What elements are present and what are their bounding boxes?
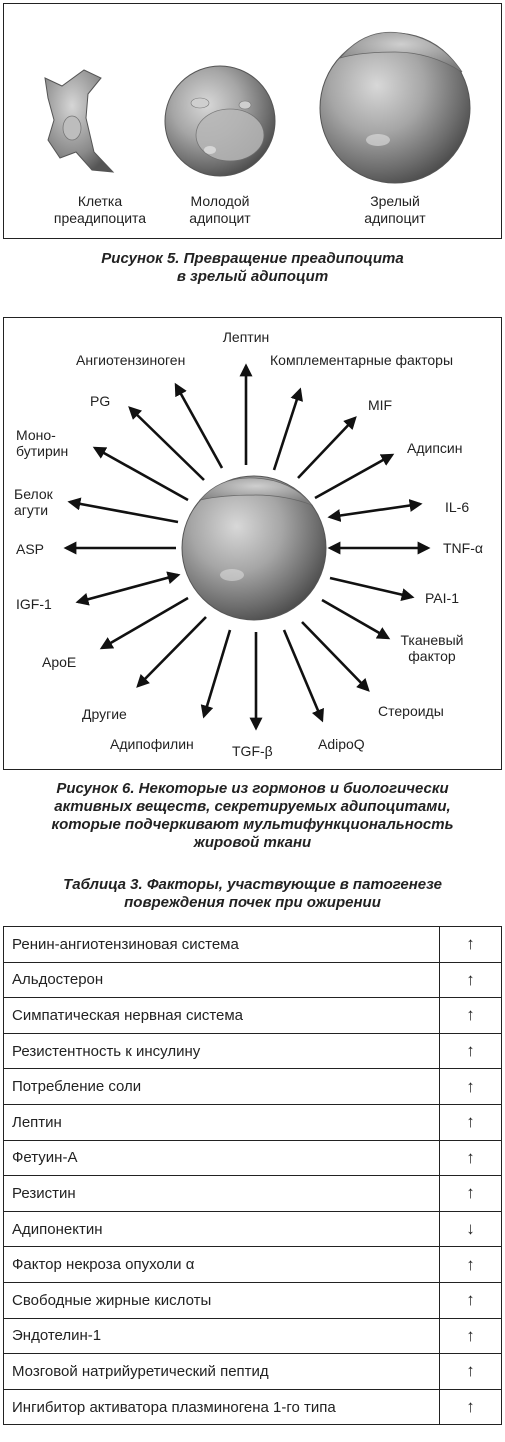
arrow-others xyxy=(138,617,206,686)
mature-adipocyte-label: Зрелый адипоцит xyxy=(364,193,426,226)
table-row xyxy=(4,962,502,998)
factor-cell: Симпатическая нервная система xyxy=(4,998,440,1034)
arrow-igf1 xyxy=(78,575,178,602)
factor-cell: Лептин xyxy=(4,1104,440,1140)
increase-arrow-icon: ↑ xyxy=(440,1104,502,1140)
arrow-il6 xyxy=(330,504,420,517)
label-apoe: ApoE xyxy=(42,654,77,670)
table-row xyxy=(4,1211,502,1247)
increase-arrow-icon: ↑ xyxy=(440,1069,502,1105)
increase-arrow-icon: ↑ xyxy=(440,1033,502,1069)
decrease-arrow-icon: ↓ xyxy=(440,1211,502,1247)
table-3-body xyxy=(4,927,502,1425)
figure-5-caption: Рисунок 5. Превращение преадипоцита в зрелый адипоцит xyxy=(101,250,404,285)
increase-arrow-icon: ↑ xyxy=(440,1140,502,1176)
increase-arrow-icon: ↑ xyxy=(440,1389,502,1425)
label-pg: PG xyxy=(90,393,111,409)
factor-cell: Свободные жирные кислоты xyxy=(4,1282,440,1318)
arrow-steroids xyxy=(302,622,368,690)
table-row xyxy=(4,998,502,1034)
factor-cell: Ренин-ангиотензиновая система xyxy=(4,927,440,963)
table-3 xyxy=(3,926,502,1425)
table-row xyxy=(4,1069,502,1105)
increase-arrow-icon: ↑ xyxy=(440,998,502,1034)
arrow-mif xyxy=(298,418,355,478)
table-row xyxy=(4,1318,502,1354)
label-pai1: PAI-1 xyxy=(425,590,459,606)
table-row xyxy=(4,1176,502,1212)
preadipocyte-label: Клетка преадипоцита xyxy=(53,193,147,226)
arrow-agouti xyxy=(70,502,178,522)
label-il6: IL-6 xyxy=(445,499,470,515)
table-row xyxy=(4,1354,502,1390)
factor-cell: Альдостерон xyxy=(4,962,440,998)
increase-arrow-icon: ↑ xyxy=(440,962,502,998)
arrow-adipoq xyxy=(284,630,322,720)
label-adipoq: AdipoQ xyxy=(318,736,365,752)
arrow-adipophilin xyxy=(204,630,230,716)
factor-cell: Ингибитор активатора плазминогена 1-го типа xyxy=(4,1389,440,1425)
label-tissue-factor: Тканевый фактор xyxy=(400,632,464,664)
label-igf1: IGF-1 xyxy=(16,596,52,612)
arrow-monobutyrin xyxy=(95,448,188,500)
table-row xyxy=(4,1140,502,1176)
label-complement-factors: Комплементарные факторы xyxy=(270,352,454,368)
factor-cell: Фактор некроза опухоли α xyxy=(4,1247,440,1283)
young-adipocyte-label: Молодой адипоцит xyxy=(189,193,251,226)
table-row xyxy=(4,1282,502,1318)
label-adipophilin: Адипофилин xyxy=(110,736,194,752)
increase-arrow-icon: ↑ xyxy=(440,1247,502,1283)
increase-arrow-icon: ↑ xyxy=(440,1354,502,1390)
factor-cell: Мозговой натрийуретический пептид xyxy=(4,1354,440,1390)
label-leptin: Лептин xyxy=(222,329,270,345)
label-monobutyrin: Моно- бутирин xyxy=(16,427,69,459)
arrow-complement xyxy=(274,390,300,470)
label-tnf-alpha: TNF-α xyxy=(443,540,483,556)
table-row xyxy=(4,1033,502,1069)
label-steroids: Стероиды xyxy=(378,703,444,719)
factor-cell: Адипонектин xyxy=(4,1211,440,1247)
table-row xyxy=(4,927,502,963)
arrow-adipsin xyxy=(315,455,392,498)
increase-arrow-icon: ↑ xyxy=(440,927,502,963)
arrow-angiotensinogen xyxy=(176,385,222,468)
arrow-apoe xyxy=(102,598,188,648)
factor-cell: Эндотелин-1 xyxy=(4,1318,440,1354)
increase-arrow-icon: ↑ xyxy=(440,1176,502,1212)
increase-arrow-icon: ↑ xyxy=(440,1318,502,1354)
table-3-title: Таблица 3. Факторы, участвующие в патогенезе повреждения почек при ожирении xyxy=(63,876,442,911)
increase-arrow-icon: ↑ xyxy=(440,1282,502,1318)
figure-6-caption: Рисунок 6. Некоторые из гормонов и биологически активных веществ, секретируемых адипоцитами, которые подчеркивают мультифункциональность жировой ткани xyxy=(51,780,454,851)
table-row xyxy=(4,1104,502,1140)
label-asp: ASP xyxy=(16,541,45,557)
factor-cell: Потребление соли xyxy=(4,1069,440,1105)
table-row xyxy=(4,1247,502,1283)
arrow-pg xyxy=(130,408,204,480)
table-row xyxy=(4,1389,502,1425)
label-angiotensinogen: Ангиотензиноген xyxy=(76,352,186,368)
factor-cell: Резистентность к инсулину xyxy=(4,1033,440,1069)
arrow-pai1 xyxy=(330,578,412,597)
label-agouti-protein: Белок агути xyxy=(14,486,53,518)
label-others: Другие xyxy=(82,706,127,722)
label-mif: MIF xyxy=(368,397,393,413)
label-adipsin: Адипсин xyxy=(407,440,463,456)
factor-cell: Фетуин-А xyxy=(4,1140,440,1176)
label-tgf-beta: TGF-β xyxy=(232,743,273,759)
factor-cell: Резистин xyxy=(4,1176,440,1212)
arrow-tissue-factor xyxy=(322,600,388,638)
